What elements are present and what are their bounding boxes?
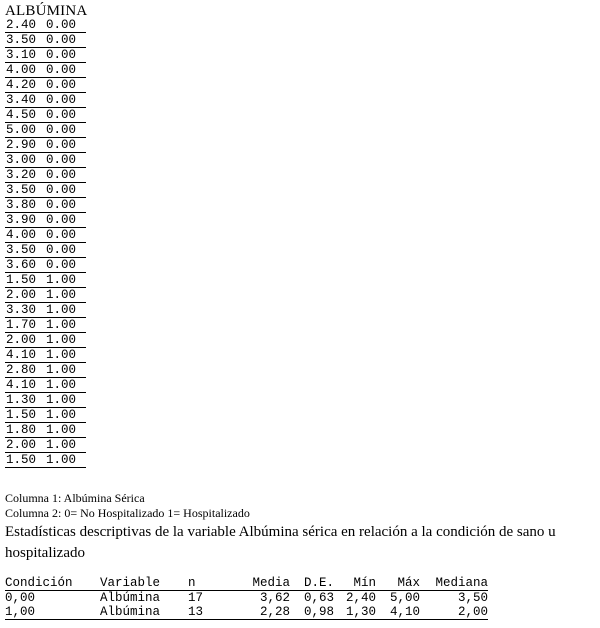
condition-value: 0.00 (46, 18, 77, 32)
condition-value: 0.00 (46, 243, 77, 257)
condition-value: 0.00 (46, 123, 77, 137)
stats-table (5, 576, 488, 620)
condition-value: 0.00 (46, 33, 77, 47)
albumina-value: 4.00 (6, 63, 37, 77)
albumina-value: 1.50 (6, 453, 37, 467)
condition-value: 1.00 (46, 393, 77, 407)
condition-value: 0.00 (46, 138, 77, 152)
header-de: D.E. (290, 576, 334, 591)
albumina-value: 3.50 (6, 183, 37, 197)
data-row (5, 453, 86, 468)
stats-header-row (5, 576, 488, 591)
condition-value: 1.00 (46, 273, 77, 287)
data-row (5, 288, 86, 303)
data-row (5, 333, 86, 348)
header-variable: Variable (100, 576, 188, 591)
data-row (5, 138, 86, 153)
data-row (5, 258, 86, 273)
condition-value: 0.00 (46, 48, 77, 62)
condition-value: 1.00 (46, 438, 77, 452)
albumina-value: 3.50 (6, 243, 37, 257)
data-row (5, 273, 86, 288)
condition-value: 0.00 (46, 198, 77, 212)
cell-de: 0,98 (290, 605, 334, 620)
cell-mediana: 3,50 (457, 591, 488, 605)
condition-value: 1.00 (46, 423, 77, 437)
condition-value: 0.00 (46, 153, 77, 167)
albumina-value: 3.30 (6, 303, 37, 317)
column-2-note: Columna 2: 0= No Hospitalizado 1= Hospitalizado (5, 506, 250, 520)
data-row (5, 168, 86, 183)
data-row (5, 438, 86, 453)
stats-row (5, 605, 488, 620)
albumina-value: 1.30 (6, 393, 37, 407)
data-row (5, 78, 86, 93)
albumina-value: 5.00 (6, 123, 37, 137)
data-row (5, 93, 86, 108)
condition-value: 0.00 (46, 78, 77, 92)
condition-value: 0.00 (46, 258, 77, 272)
data-row (5, 33, 86, 48)
albumina-value: 3.50 (6, 33, 37, 47)
condition-value: 1.00 (46, 288, 77, 302)
cell-condicion: 0,00 (5, 591, 36, 605)
data-row (5, 183, 86, 198)
data-row (5, 378, 86, 393)
albumina-value: 1.70 (6, 318, 37, 332)
data-row (5, 63, 86, 78)
albumina-value: 3.10 (6, 48, 37, 62)
cell-variable: Albúmina (100, 591, 161, 605)
condition-value: 1.00 (46, 303, 77, 317)
data-row (5, 363, 86, 378)
albumina-value: 2.00 (6, 333, 37, 347)
albumina-value: 3.80 (6, 198, 37, 212)
cell-n: 13 (188, 605, 228, 620)
column-notes (5, 491, 250, 521)
data-row (5, 408, 86, 423)
data-title: ALBÚMINA (5, 3, 88, 19)
cell-mediana: 2,00 (420, 605, 488, 620)
albumina-value: 4.50 (6, 108, 37, 122)
condition-value: 0.00 (46, 93, 77, 107)
condition-value: 1.00 (46, 333, 77, 347)
albumina-value: 3.20 (6, 168, 37, 182)
albumina-value: 4.10 (6, 378, 37, 392)
column-1-note: Columna 1: Albúmina Sérica (5, 491, 145, 505)
condition-value: 1.00 (46, 378, 77, 392)
condition-value: 0.00 (46, 63, 77, 77)
cell-de: 0,63 (303, 591, 334, 605)
condition-value: 1.00 (46, 453, 77, 467)
data-row (5, 318, 86, 333)
data-row (5, 243, 86, 258)
data-row (5, 303, 86, 318)
stats-row (5, 591, 488, 606)
condition-value: 0.00 (46, 213, 77, 227)
condition-value: 1.00 (46, 408, 77, 422)
cell-condicion: 1,00 (5, 605, 100, 620)
data-row (5, 108, 86, 123)
header-max: Máx (376, 576, 420, 591)
albumina-value: 4.00 (6, 228, 37, 242)
albumina-value: 2.40 (6, 18, 37, 32)
condition-value: 0.00 (46, 228, 77, 242)
albumina-value: 3.60 (6, 258, 37, 272)
data-row (5, 153, 86, 168)
data-row (5, 213, 86, 228)
header-condicion: Condición (5, 576, 100, 591)
albumina-value: 2.80 (6, 363, 37, 377)
data-row (5, 123, 86, 138)
condition-value: 0.00 (46, 183, 77, 197)
albumina-value: 3.40 (6, 93, 37, 107)
cell-media: 2,28 (228, 605, 290, 620)
data-row (5, 48, 86, 63)
cell-min: 2,40 (345, 591, 376, 605)
cell-media: 3,62 (259, 591, 290, 605)
header-mediana: Mediana (420, 576, 488, 591)
stats-title: Estadísticas descriptivas de la variable Albúmina sérica en relación a la condición de sano u hospitalizado (5, 524, 556, 561)
data-listing (5, 18, 86, 468)
cell-min: 1,30 (334, 605, 376, 620)
condition-value: 0.00 (46, 168, 77, 182)
condition-value: 0.00 (46, 108, 77, 122)
albumina-value: 2.00 (6, 438, 37, 452)
data-row (5, 18, 86, 33)
data-row (5, 423, 86, 438)
condition-value: 1.00 (46, 318, 77, 332)
data-row (5, 348, 86, 363)
data-row (5, 228, 86, 243)
albumina-value: 3.00 (6, 153, 37, 167)
data-row (5, 393, 86, 408)
cell-max: 4,10 (376, 605, 420, 620)
albumina-value: 3.90 (6, 213, 37, 227)
albumina-value: 1.50 (6, 408, 37, 422)
condition-value: 1.00 (46, 363, 77, 377)
cell-max: 5,00 (389, 591, 420, 605)
header-min: Mín (334, 576, 376, 591)
albumina-value: 1.50 (6, 273, 37, 287)
albumina-value: 2.00 (6, 288, 37, 302)
header-n: n (188, 576, 228, 591)
condition-value: 1.00 (46, 348, 77, 362)
albumina-value: 4.10 (6, 348, 37, 362)
data-row (5, 198, 86, 213)
cell-n: 17 (188, 591, 204, 605)
header-media: Media (228, 576, 290, 591)
albumina-value: 4.20 (6, 78, 37, 92)
albumina-value: 1.80 (6, 423, 37, 437)
cell-variable: Albúmina (100, 605, 188, 620)
albumina-value: 2.90 (6, 138, 37, 152)
